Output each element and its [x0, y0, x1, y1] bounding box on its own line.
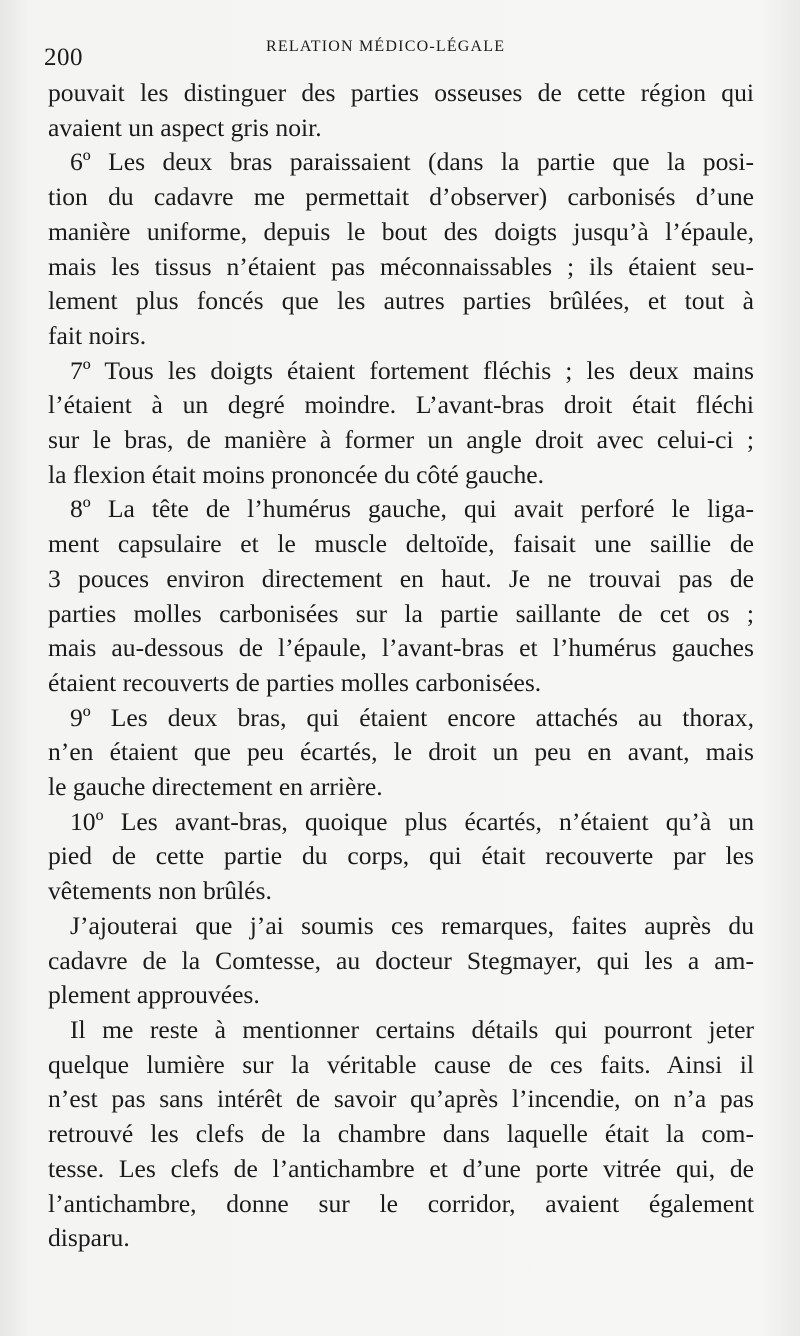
text-line: parties molles carbonisées sur la partie saillante de cet os ; — [48, 598, 754, 628]
text-line: Il me reste à mentionner certains détails qui pourront jeter — [70, 1014, 754, 1044]
text-line: l’antichambre, donne sur le corridor, avaient également — [48, 1188, 754, 1218]
text-line: ment capsulaire et le muscle deltoïde, faisait une saillie de — [48, 529, 754, 559]
page-header — [44, 36, 752, 76]
running-title: RELATION MÉDICO-LÉGALE — [266, 38, 506, 55]
text-line: quelque lumière sur la véritable cause de ces faits. Ainsi il — [48, 1049, 754, 1079]
paragraph — [48, 701, 754, 805]
text-line: 10º Les avant-bras, quoique plus écartés, n’étaient qu’à un — [70, 806, 754, 836]
text-line: tion du cadavre me permettait d’observer) carbonisés d’une — [48, 182, 754, 212]
text-line: mais les tissus n’étaient pas méconnaissables ; ils étaient seu- — [48, 251, 754, 281]
text-line: 7º Tous les doigts étaient fortement fléchis ; les deux mains — [70, 355, 754, 385]
text-line: mais au-dessous de l’épaule, l’avant-bras et l’humérus gauches — [48, 633, 754, 663]
text-line: le gauche directement en arrière. — [48, 772, 383, 802]
text-line: la flexion était moins prononcée du côté gauche. — [48, 459, 545, 489]
paragraph — [48, 1013, 754, 1256]
text-line: pied de cette partie du corps, qui était recouverte par les — [48, 841, 754, 871]
text-line: disparu. — [48, 1223, 130, 1253]
paragraph — [48, 145, 754, 353]
paragraph — [48, 76, 754, 145]
text-line: 3 pouces environ directement en haut. Je ne trouvai pas de — [48, 563, 754, 593]
text-line: vêtements non brûlés. — [48, 876, 272, 906]
text-line: 8º La tête de l’humérus gauche, qui avait perforé le liga- — [70, 494, 754, 524]
text-line: plement approuvées. — [48, 980, 260, 1010]
text-line: n’en étaient que peu écartés, le droit un peu en avant, mais — [48, 737, 754, 767]
text-line: manière uniforme, depuis le bout des doigts jusqu’à l’épaule, — [48, 216, 754, 246]
text-line: étaient recouverts de parties molles carbonisées. — [48, 667, 542, 697]
paragraph — [48, 354, 754, 493]
text-line: pouvait les distinguer des parties osseuses de cette région qui — [48, 78, 754, 107]
text-line: J’ajouterai que j’ai soumis ces remarques, faites auprès du — [70, 910, 754, 940]
text-line: tesse. Les clefs de l’antichambre et d’une porte vitrée qui, de — [48, 1153, 754, 1183]
text-line: n’est pas sans intérêt de savoir qu’après l’incendie, on n’a pas — [48, 1084, 754, 1114]
text-line: sur le bras, de manière à former un angle droit avec celui-ci ; — [48, 425, 754, 455]
paragraph — [48, 805, 754, 909]
text-line: retrouvé les clefs de la chambre dans laquelle était la com- — [48, 1119, 754, 1149]
page-number: 200 — [44, 44, 83, 71]
text-line: avaient un aspect gris noir. — [48, 112, 322, 142]
paragraph — [48, 909, 754, 1013]
text-line: lement plus foncés que les autres parties brûlées, et tout à — [48, 286, 754, 316]
text-line: fait noirs. — [48, 320, 147, 350]
body-text — [48, 76, 754, 1256]
text-line: 9º Les deux bras, qui étaient encore attachés au thorax, — [70, 702, 754, 732]
paragraph — [48, 492, 754, 700]
text-line: 6º Les deux bras paraissaient (dans la partie que la posi- — [70, 147, 754, 177]
text-line: cadavre de la Comtesse, au docteur Stegmayer, qui les a am- — [48, 945, 754, 975]
text-line: l’étaient à un degré moindre. L’avant-bras droit était fléchi — [48, 390, 754, 420]
